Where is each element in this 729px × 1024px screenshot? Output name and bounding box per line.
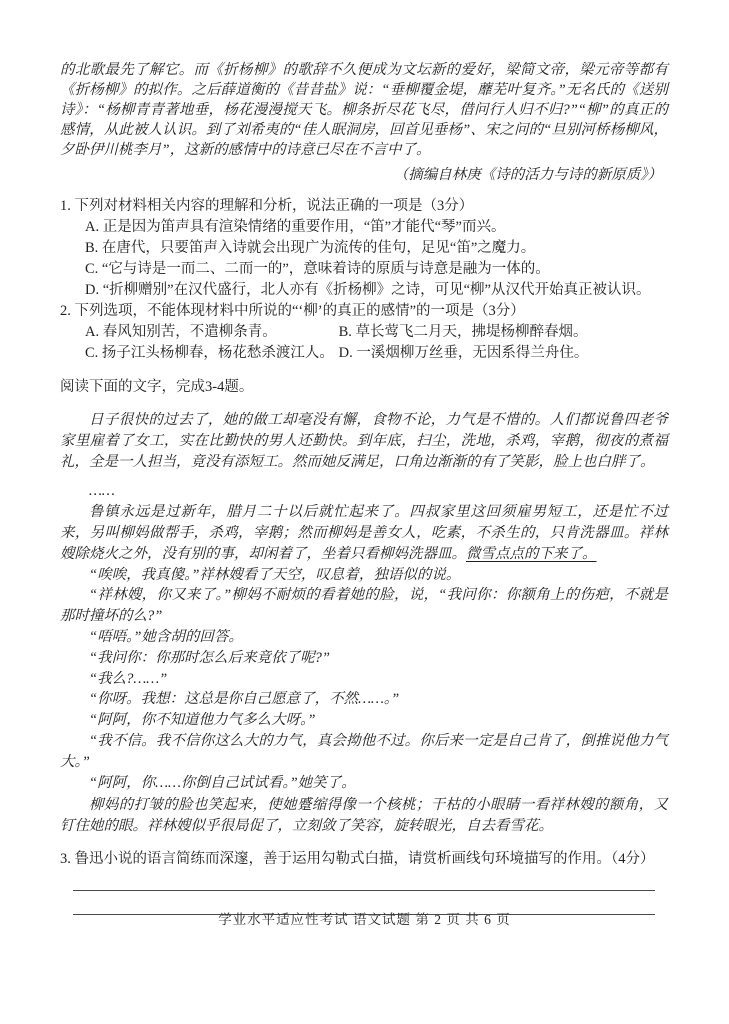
question3-stem: 3. 鲁迅小说的语言简练而深邃，善于运用勾勒式白描，请赏析画线句环境描写的作用。（4分）	[60, 850, 655, 867]
question2-options-row1	[85, 322, 668, 343]
passage2-underlined-sentence: 微雪点点的下来了。	[466, 545, 597, 562]
passage1-paragraph: 的北歌最先了解它。而《折杨柳》的歌辞不久便成为文坛新的爱好，梁简文帝，梁元帝等都有《折杨柳》的拟作。之后薛道衡的《昔昔盐》说：“垂柳覆金堤，蘼芜叶复齐。”无名氏的《送别诗》：“杨柳青青著地垂，杨花漫漫搅天飞。柳条折尽花飞尽，借问行人归不归?”“柳”的真正的感情，从此被人认识。到了刘希夷的“佳人眠洞房，回首见垂杨”、宋之问的“旦别河桥杨柳风，夕卧伊川桃李月”，这新的感情中的诗意已尽在不言中了。	[60, 62, 668, 158]
question2-option-b: B. 草长莺飞二月天，拂堤杨柳醉春烟。	[338, 324, 588, 340]
question2-options-row2	[85, 343, 668, 364]
dialogue-line-9: “阿阿，你……你倒自己试试看。”她笑了。	[89, 774, 356, 791]
question2-option-a: A. 春风知别苦，不遣柳条青。	[85, 324, 277, 340]
answer-line-1	[73, 890, 655, 891]
passage2	[60, 410, 668, 837]
page-footer: 学业水平适应性考试 语文试题 第 2 页 共 6 页	[218, 912, 511, 927]
dialogue-line-1: “唉唉，我真傻。”祥林嫂看了天空，叹息着，独语似的说。	[89, 566, 461, 583]
passage1-attribution: （摘编自林庚《诗的活力与诗的新原质》）	[393, 167, 662, 183]
question1-option-d: D. “折柳赠别”在汉代盛行，北人亦有《折杨柳》之诗，可见“柳”从汉代开始真正被认识。	[85, 282, 651, 298]
question2-options	[60, 322, 668, 364]
question2-stem: 2. 下列选项，不能体现材料中所说的“‘柳’的真正的感情”的一项是（3分）	[60, 303, 525, 319]
dialogue-line-7: “阿阿，你不知道他力气多么大呀。”	[89, 712, 316, 729]
dialogue-line-2: “祥林嫂，你又来了。”柳妈不耐烦的看着她的脸，说，“我问你：你额角上的伤疤，不就是那时撞坏的么?”	[60, 587, 668, 625]
dialogue-line-6: “你呀。我想：这总是你自己愿意了，不然……。”	[89, 691, 400, 708]
passage2-ellipsis: ……	[89, 483, 115, 500]
question1-stem: 1. 下列对材料相关内容的理解和分析，说法正确的一项是（3分）	[60, 198, 474, 214]
question1-options	[60, 217, 668, 301]
question1-option-c: C. “它与诗是一而二、二而一的”，意味着诗的原质与诗意是融为一体的。	[85, 261, 550, 277]
reading-instruction: 阅读下面的文字，完成3-4题。	[60, 379, 254, 395]
question1-option-b: B. 在唐代，只要笛声入诗就会出现广为流传的佳句，足见“笛”之魔力。	[85, 240, 536, 256]
dialogue-line-3: “唔唔。”她含胡的回答。	[89, 628, 243, 645]
question2-option-c: C. 扬子江头杨柳春，杨花愁杀渡江人。	[85, 345, 334, 361]
dialogue-line-4: “我问你：你那时怎么后来竟依了呢?”	[89, 649, 330, 666]
passage2-paragraph2	[60, 502, 668, 564]
passage2-paragraph2-main: 鲁镇永远是过新年，腊月二十以后就忙起来了。四叔家里这回须雇男短工，还是忙不过来，另叫柳妈做帮手，杀鸡，宰鹅；然而柳妈是善女人，吃素，不杀生的，只肯洗器皿。祥林嫂除烧火之外，没有别的事，却闲着了，坐着只看柳妈洗器皿。	[60, 504, 668, 562]
page-content	[60, 60, 668, 915]
question2-option-d: D. 一溪烟柳万丝垂，无因系得兰舟住。	[338, 345, 589, 361]
dialogue-line-8: “我不信。我不信你这么大的力气，真会拗他不过。你后来一定是自己肯了，倒推说他力气大。”	[60, 732, 668, 770]
dialogue-line-5: “我么?……”	[89, 670, 168, 687]
passage2-paragraph3: 柳妈的打皱的脸也笑起来，使她蹙缩得像一个核桃；干枯的小眼睛一看祥林嫂的额角，又钉住她的眼。祥林嫂似乎很局促了，立刻敛了笑容，旋转眼光，自去看雪花。	[60, 797, 668, 835]
question1-option-a: A. 正是因为笛声具有渲染情绪的重要作用，“笛”才能代“琴”而兴。	[85, 219, 506, 235]
passage2-paragraph1: 日子很快的过去了，她的做工却毫没有懈，食物不论，力气是不惜的。人们都说鲁四老爷家里雇着了女工，实在比勤快的男人还勤快。到年底，扫尘，洗地，杀鸡，宰鹅，彻夜的煮福礼，全是一人担当，竟没有添短工。然而她反满足，口角边渐渐的有了笑影，脸上也白胖了。	[60, 412, 668, 470]
